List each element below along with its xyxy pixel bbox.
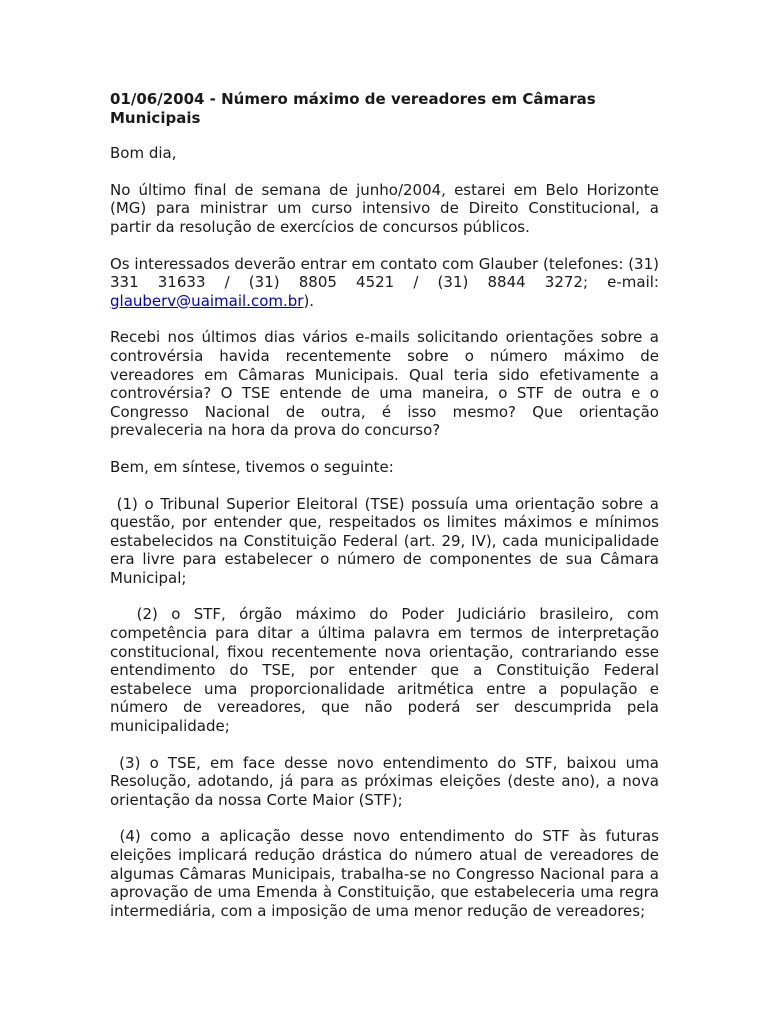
summary-item-4: (4) como a aplicação desse novo entendimento do STF às futuras eleições implicará redução drástica do número atual de vereadores de algumas Câmaras Municipais, trabalha-se no Congresso Nacional para a aprovação de uma Emenda à Constituição, que estabeleceria uma regra intermediária, com a imposição de uma menor redução de vereadores; (110, 827, 664, 920)
document-title: 01/06/2004 - Número máximo de vereadores em Câmaras Municipais (110, 90, 596, 127)
contact-paragraph (110, 255, 659, 311)
contact-close: ). (303, 291, 315, 310)
contact-email-link[interactable]: glauberv@uaimail.com.br (110, 291, 304, 310)
intro-paragraph: No último final de semana de junho/2004, estarei em Belo Horizonte (MG) para ministrar um curso intensivo de Direito Constitucional, a partir da resolução de exercícios de concursos públicos. (110, 180, 659, 236)
question-paragraph: Recebi nos últimos dias vários e-mails solicitando orientações sobre a controvérsia havida recentemente sobre o número máximo de vereadores em Câmaras Municipais. Qual teria sido efetivamente a controvérsia? O TSE entende de uma maneira, o STF de outra e o Congresso Nacional de outra, é isso mesmo? Que orientação prevaleceria na hora da prova do concurso? (110, 328, 659, 440)
greeting-text: Bom dia, (110, 144, 177, 163)
summary-intro: Bem, em síntese, tivemos o seguinte: (110, 457, 394, 476)
contact-text: Os interessados deverão entrar em contato com Glauber (telefones: (31) 331 31633 / (31) 8805 4521 / (31) 8844 3272; e-mail: (110, 254, 659, 292)
summary-item-3: (3) o TSE, em face desse novo entendimento do STF, baixou uma Resolução, adotando, já para as próximas eleições (deste ano), a nova orientação da nossa Corte Maior (STF); (110, 753, 664, 809)
summary-item-2: (2) o STF, órgão máximo do Poder Judiciário brasileiro, com competência para ditar a última palavra em termos de interpretação constitucional, fixou recentemente nova orientação, contrariando esse entendimento do TSE, por entender que a Constituição Federal estabelece uma proporcionalidade aritmética entre a população e número de vereadores, que não poderá ser descumprida pela municipalidade; (110, 605, 664, 736)
summary-item-1: (1) o Tribunal Superior Eleitoral (TSE) possuía uma orientação sobre a questão, por entender que, respeitados os limites máximos e mínimos estabelecidos na Constituição Federal (art. 29, IV), cada municipalidade era livre para estabelecer o número de componentes de sua Câmara Municipal; (110, 494, 664, 587)
document-page (110, 90, 664, 938)
